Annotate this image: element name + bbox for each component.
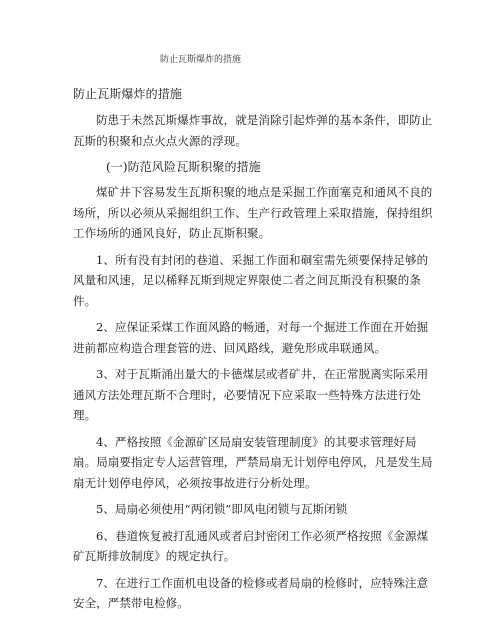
list-item: 7、在进行工作面机电设备的检修或者局扇的检修时，应特殊注意安全，严禁带电检修。 (73, 575, 429, 610)
list-item: 6、巷道恢复被打乱通风或者启封密闭工作必须严格按照《金源煤矿瓦斯排放制度》的规定执行。 (73, 528, 429, 563)
list-item: 4、严格按照《金源矿区局扇安装管理制度》的其要求管理好局扇。局扇要指定专人运营管理，严禁局扇无计划停电停风，凡是发生局扇无计划停电停风，必须按事故进行分析处理。 (73, 434, 433, 490)
page-header: 防止瓦斯爆炸的措施 (160, 55, 242, 65)
section-intro-paragraph: 煤矿井下容易发生瓦斯积聚的地点是采掘工作面塞克和通风不良的场所，所以必须从采掘组织工作、生产行政管理上采取措施，保持组织工作场所的通风良好，防止瓦斯积聚。 (73, 185, 433, 240)
list-item: 2、应保证采煤工作面风路的畅通，对每一个掘进工作面在开始掘进前都应构造合理套管的进、回风路线，避免形成串联通风。 (73, 320, 429, 355)
list-item: 5、局扇必须使用“两闭锁”即风电闭锁与瓦斯闭锁 (96, 502, 348, 516)
document-body (73, 84, 439, 614)
list-item: 3、对于瓦斯涌出量大的卡德煤层或者矿井，在正常脱离实际采用通风方法处理瓦斯不合理时，必要情况下应采取一些特殊方法进行处理。 (73, 367, 429, 422)
section-heading: (一)防范风险瓦斯积聚的措施 (106, 160, 261, 174)
list-item: 1、所有没有封闭的巷道、采掘工作面和硐室需先须要保持足够的风量和风速，足以稀释瓦斯到规定界限使二者之间瓦斯没有积聚的条件。 (73, 252, 429, 308)
intro-paragraph: 防患于未然瓦斯爆炸事故，就是消除引起炸弹的基本条件，即防止瓦斯的积聚和点火点火源的浮现。 (73, 113, 433, 148)
document-title: 防止瓦斯爆炸的措施 (73, 87, 182, 101)
